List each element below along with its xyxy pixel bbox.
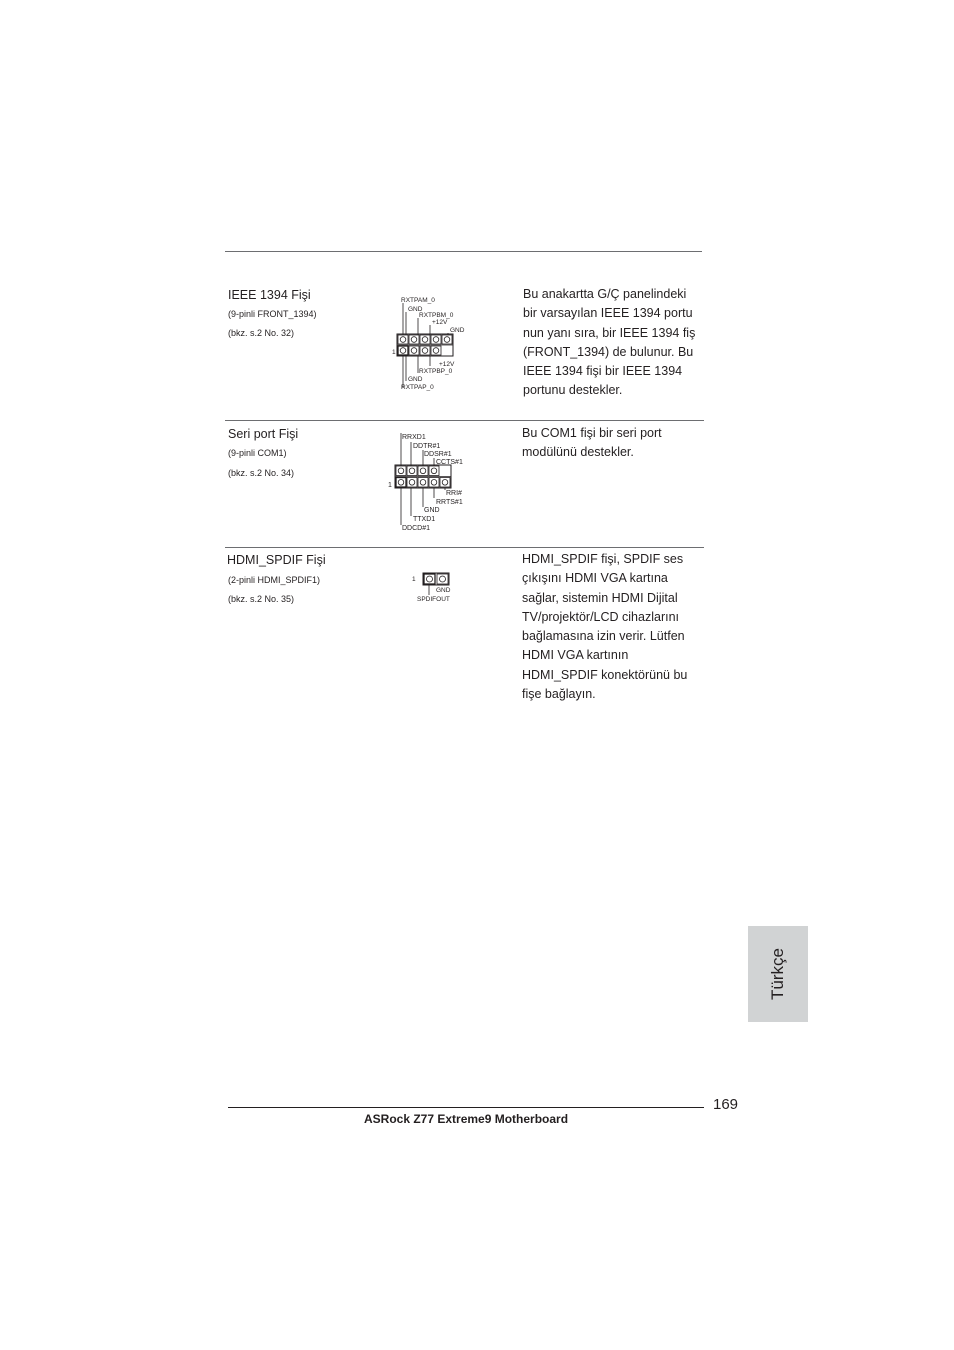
- label-rxtpap: RXTPAP_0: [401, 384, 434, 391]
- desc-line: portunu destekler.: [523, 383, 623, 398]
- com1-description: [522, 424, 712, 463]
- desc-line: HDMI_SPDIF konektörünü bu: [522, 667, 688, 682]
- desc-line: sağlar, sistemin HDMI Dijital: [522, 590, 678, 605]
- desc-line: bir varsayılan IEEE 1394 portu: [523, 306, 693, 321]
- com1-pin-diagram: [384, 430, 484, 535]
- label-rri: RRI#: [446, 490, 462, 497]
- label-rxtpbp: RXTPBP_0: [419, 368, 453, 375]
- ieee1394-description: [523, 285, 713, 401]
- label-rxtpam: RXTPAM_0: [401, 297, 435, 304]
- desc-line: TV/projektör/LCD cihazlarını: [522, 609, 680, 624]
- pin-one-label: 1: [392, 349, 396, 356]
- language-tab-label: Türkçe: [768, 948, 787, 1000]
- label-rrxd: RRXD1: [402, 434, 426, 441]
- footer-title: ASRock Z77 Extreme9 Motherboard: [364, 1112, 569, 1126]
- label-12v-a: +12V: [432, 319, 448, 326]
- section-divider: [225, 547, 704, 548]
- desc-line: IEEE 1394 fişi bir IEEE 1394: [523, 364, 683, 379]
- section-divider: [225, 420, 704, 421]
- ieee1394-pin-diagram: [388, 293, 483, 393]
- label-gnd-3: GND: [408, 376, 423, 383]
- page-number: 169: [713, 1096, 739, 1113]
- desc-line: Bu anakartta G/Ç panelindeki: [523, 287, 687, 301]
- com1-ref: (bkz. s.2 No. 34): [228, 468, 295, 478]
- top-divider: [225, 251, 702, 252]
- hdmi-spdif-description: [522, 550, 712, 704]
- pin-one-label: 1: [388, 482, 392, 489]
- hdmi-spdif-pins: (2-pinli HDMI_SPDIF1): [228, 575, 321, 585]
- label-ccts: CCTS#1: [436, 459, 463, 466]
- footer-rule: [228, 1107, 704, 1108]
- language-tab: [748, 926, 808, 1022]
- desc-line: (FRONT_1394) de bulunur. Bu: [523, 344, 694, 359]
- label-gnd: GND: [424, 507, 440, 514]
- desc-line: HDMI VGA kartının: [522, 648, 629, 663]
- desc-line: fişe bağlayın.: [522, 687, 596, 702]
- pin-one-label: 1: [412, 576, 416, 583]
- desc-line: nun yanı sıra, bir IEEE 1394 fiş: [523, 325, 696, 340]
- ieee1394-pins: (9-pinli FRONT_1394): [228, 309, 317, 319]
- hdmi-spdif-ref: (bkz. s.2 No. 35): [228, 594, 295, 604]
- label-spdifout: SPDIFOUT: [417, 596, 450, 603]
- desc-line: Bu COM1 fişi bir seri port: [522, 426, 662, 440]
- hdmi-spdif-pin-diagram: [410, 568, 470, 608]
- label-gnd: GND: [436, 587, 451, 594]
- com1-pins: (9-pinli COM1): [228, 448, 287, 458]
- label-ddcd: DDCD#1: [402, 525, 431, 532]
- desc-line: modülünü destekler.: [522, 445, 634, 460]
- label-12v-b: +12V: [439, 361, 455, 368]
- ieee1394-title: IEEE 1394 Fişi: [228, 288, 311, 302]
- desc-line: HDMI_SPDIF fişi, SPDIF ses: [522, 552, 684, 566]
- label-rxtpbm: RXTPBM_0: [419, 312, 454, 319]
- label-ddsr: DDSR#1: [424, 451, 452, 458]
- com1-title: Seri port Fişi: [228, 427, 299, 441]
- desc-line: çıkışını HDMI VGA kartına: [522, 571, 668, 586]
- label-rrts: RRTS#1: [436, 499, 463, 506]
- label-ttxd: TTXD1: [413, 516, 436, 523]
- label-gnd-1: GND: [408, 306, 423, 313]
- label-gnd-2: GND: [450, 327, 465, 334]
- hdmi-spdif-title: HDMI_SPDIF Fişi: [227, 553, 326, 567]
- desc-line: bağlamasına izin verir. Lütfen: [522, 629, 685, 644]
- ieee1394-ref: (bkz. s.2 No. 32): [228, 328, 295, 338]
- label-ddtr: DDTR#1: [413, 443, 441, 450]
